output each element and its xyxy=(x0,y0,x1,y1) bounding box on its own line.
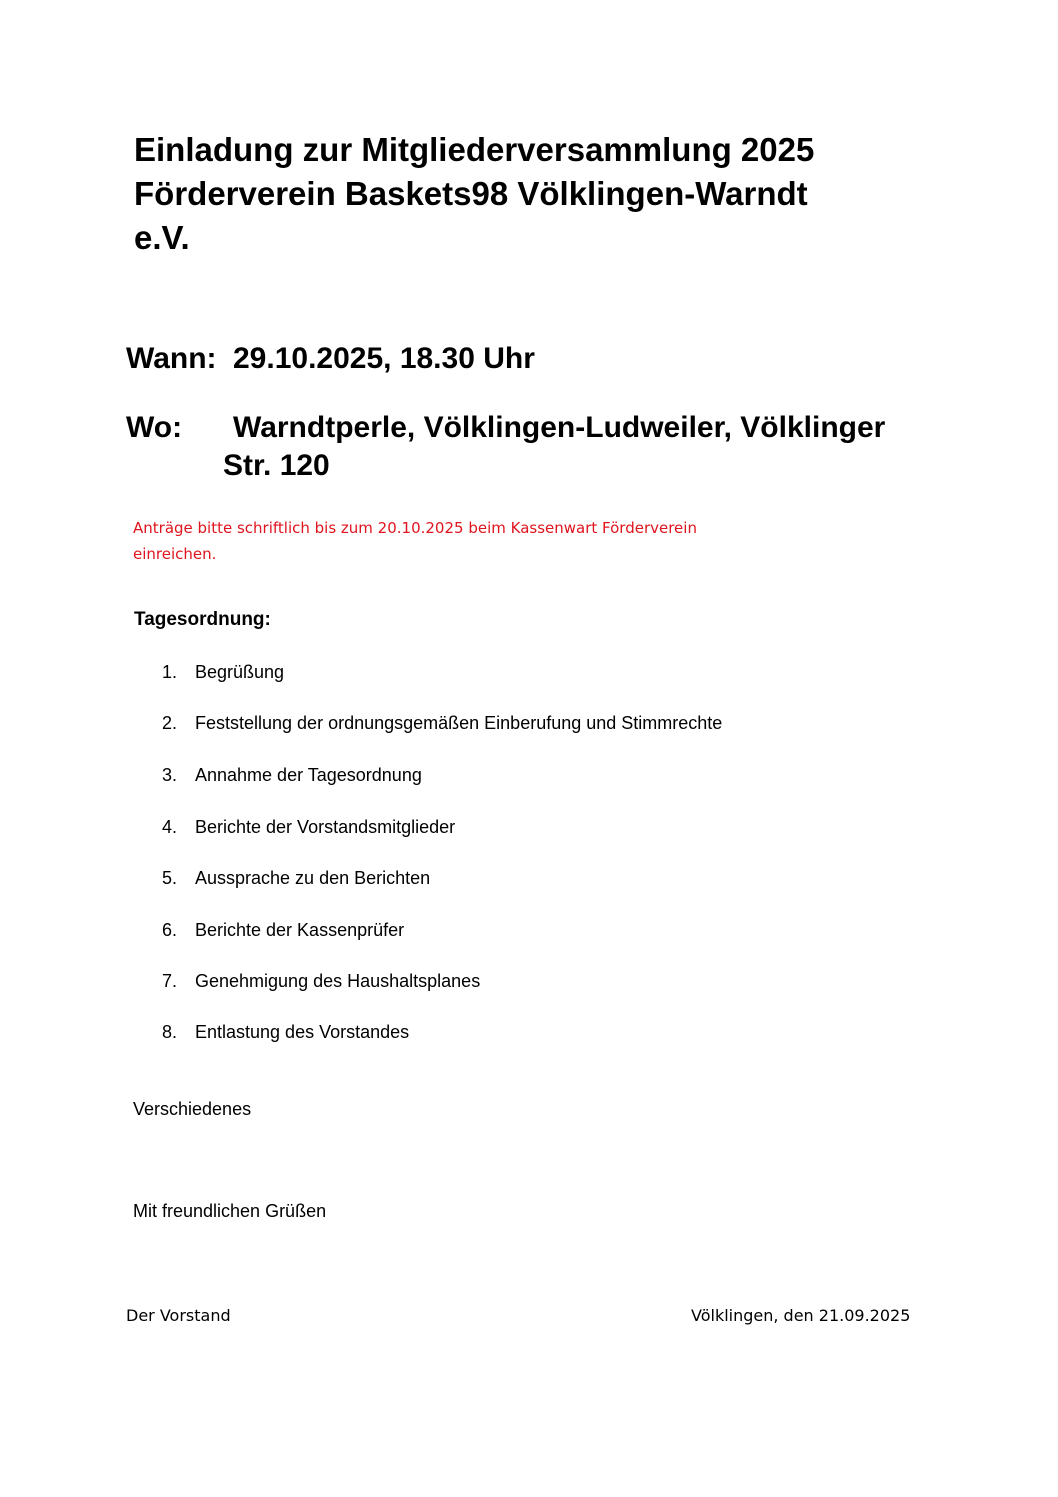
agenda-item-text: Feststellung der ordnungsgemäßen Einberufung und Stimmrechte xyxy=(195,713,723,733)
agenda-item xyxy=(0,659,900,685)
when-value: 29.10.2025, 18.30 Uhr xyxy=(233,342,535,375)
agenda-item-number: 7. xyxy=(162,971,178,991)
notice-line-2: einreichen. xyxy=(133,545,217,563)
agenda-heading: Tagesordnung: xyxy=(134,609,271,630)
agenda-item xyxy=(0,917,900,943)
when-label: Wann: xyxy=(126,342,217,375)
place-date: Völklingen, den 21.09.2025 xyxy=(691,1306,911,1325)
closing-greeting: Mit freundlichen Grüßen xyxy=(133,1201,327,1221)
agenda-item-number: 2. xyxy=(162,713,178,733)
agenda-item-number: 1. xyxy=(162,662,178,682)
agenda-item-text: Annahme der Tagesordnung xyxy=(195,765,422,785)
where-row xyxy=(126,410,946,490)
title-line-1: Einladung zur Mitgliederversammlung 2025 xyxy=(134,131,815,168)
agenda-item-number: 8. xyxy=(162,1022,178,1042)
title-line-2: Förderverein Baskets98 Völklingen-Warndt xyxy=(134,175,808,212)
agenda-item-number: 4. xyxy=(162,817,178,837)
agenda-item-text: Aussprache zu den Berichten xyxy=(195,868,431,888)
proposal-notice xyxy=(133,515,783,567)
agenda-item xyxy=(0,814,900,840)
agenda-item xyxy=(0,865,900,891)
when-row xyxy=(126,341,946,381)
miscellaneous-item: Verschiedenes xyxy=(133,1099,252,1119)
where-value xyxy=(223,410,953,483)
agenda-item-text: Berichte der Vorstandsmitglieder xyxy=(195,817,456,837)
agenda-item-number: 5. xyxy=(162,868,178,888)
agenda-item xyxy=(0,710,900,736)
agenda-item-number: 3. xyxy=(162,765,178,785)
title-line-3: e.V. xyxy=(134,219,190,256)
notice-line-1: Anträge bitte schriftlich bis zum 20.10.2025 beim Kassenwart Förderverein xyxy=(133,519,697,537)
signature: Der Vorstand xyxy=(126,1306,231,1325)
agenda-item-text: Berichte der Kassenprüfer xyxy=(195,920,405,940)
agenda-item xyxy=(0,1019,900,1045)
agenda-item-text: Entlastung des Vorstandes xyxy=(195,1022,410,1042)
where-value-line-2: Str. 120 xyxy=(223,449,330,482)
document-title xyxy=(134,128,934,260)
agenda-item-number: 6. xyxy=(162,920,178,940)
agenda-item xyxy=(0,968,900,994)
agenda-item-text: Genehmigung des Haushaltsplanes xyxy=(195,971,481,991)
where-label: Wo: xyxy=(126,411,183,444)
agenda-item xyxy=(0,762,900,788)
where-value-line-1: Warndtperle, Völklingen-Ludweiler, Völklinger xyxy=(233,411,886,444)
agenda-item-text: Begrüßung xyxy=(195,662,285,682)
